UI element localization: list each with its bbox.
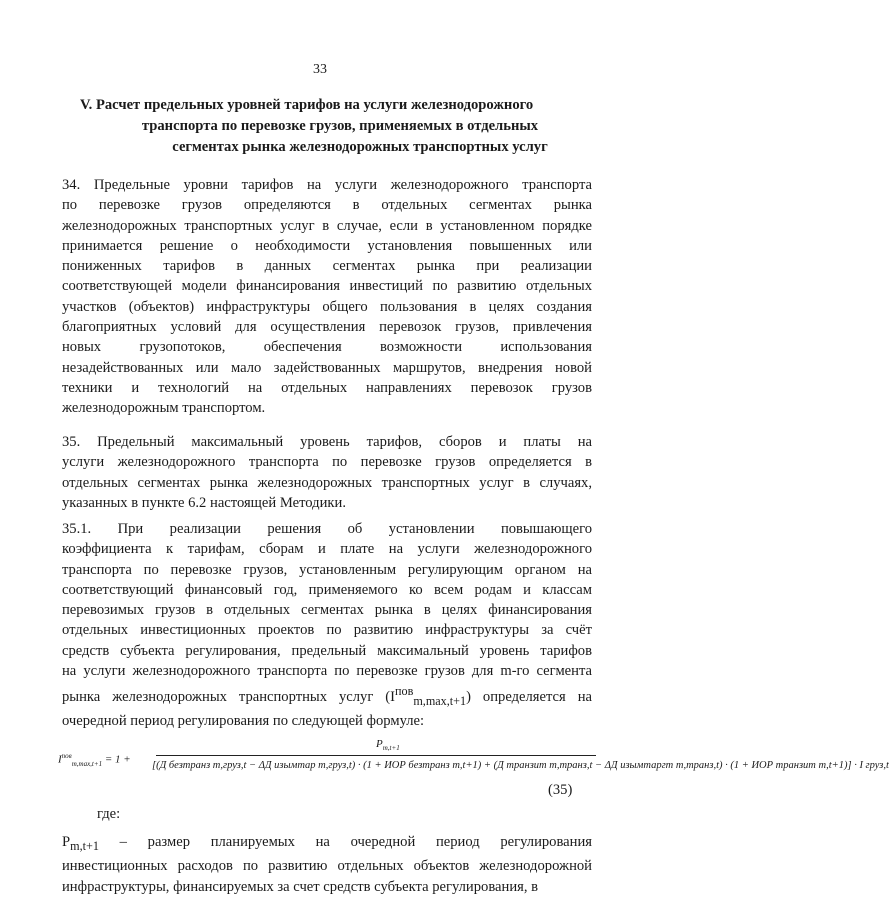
paragraph-35-1	[62, 519, 592, 732]
text-line: услуги железнодорожного транспорта по перевозке грузов определяется в	[62, 454, 592, 471]
text-line: соответствующей модели финансирования инвестиций по развитию отдельных	[62, 278, 592, 295]
text-line: железнодорожных транспортных услуг в случае, если в установленном порядке	[62, 217, 592, 234]
formula-numerator: $P_{m,t+1}$	[376, 738, 400, 753]
paragraph-34	[62, 175, 592, 419]
text-line: техники и технологий на отдельных направлениях перевозок грузов	[62, 379, 592, 396]
formula-lhs: $I^{пов}_{m,max,t+1} = 1$ +	[58, 752, 131, 768]
text-line: пониженных тарифов в данных сегментах рынка при реализации	[62, 258, 592, 275]
text-line: 35.1. При реализации решения об установлении повышающего	[62, 521, 592, 537]
text-line: инфраструктуры, финансируемых за счет средств субъекта регулирования, в	[62, 878, 539, 895]
text-line: рынка железнодорожных транспортных услуг $(I^{пов}_{m,max,t+1})$ определяется на	[62, 684, 592, 709]
formula-35	[58, 738, 889, 783]
section-title-line-2: транспорта по перевозке грузов, применяемых в отдельных	[141, 118, 539, 134]
text-line: указанных в пункте 6.2 настоящей Методики.	[62, 494, 346, 511]
formula-denominator: [(Д безтранз m,груз,t − ΔД изымтар m,груз,t) · (1 + ИОР безтранз m,t+1) + (Д транзит m,транз,t − ΔД изымтаргт m,транз,t) · (1 + ИОР транзит m,t+1)] · I груз,t	[152, 760, 889, 771]
text-line: новых грузопотоков, обеспечения возможности использования	[62, 339, 592, 356]
text-line: 35. Предельный максимальный уровень тарифов, сборов и платы на	[62, 434, 592, 450]
fraction-bar	[156, 755, 596, 756]
text-line: по перевозке грузов определяются в отдельных сегментах рынка	[62, 197, 592, 214]
text-line: средств субъекта регулирования, предельный максимальный уровень тарифов	[62, 642, 592, 659]
text-line: перевозимых грузов в отдельных сегментах рынка в целях финансирования	[62, 602, 592, 619]
text-line: благоприятных условий для осуществления перевозок грузов, привлечения	[62, 319, 592, 336]
text-line: железнодорожным транспортом.	[62, 400, 266, 417]
page-number: 33	[313, 62, 327, 77]
text-line: на услуги железнодорожного транспорта по перевозке грузов для m-го сегмента	[62, 663, 592, 680]
text-line: коэффициента к тарифам, сборам и плате на услуги железнодорожного	[62, 541, 592, 558]
text-line: $Р_{m,t+1}$ – размер планируемых на очередной период регулирования	[62, 834, 592, 853]
text-line: отдельных инвестиционных проектов по развитию инфраструктуры за счёт	[62, 622, 592, 639]
where-label: где:	[97, 806, 121, 822]
text-line: инвестиционных расходов по развитию отдельных объектов железнодорожной	[62, 858, 592, 875]
text-line: отдельных сегментах рынка железнодорожных транспортных услуг в случаях,	[62, 474, 592, 491]
paragraph-35	[62, 432, 592, 513]
text-line: принимается решение о необходимости установления повышенных или	[62, 237, 592, 254]
section-title-line-1: V. Расчет предельных уровней тарифов на услуги железнодорожного	[80, 97, 534, 113]
text-line: транспорта по перевозке грузов, установленным регулирующим органом на	[62, 561, 592, 578]
text-line: соответствующий финансовый год, применяемого ко всем родам и классам	[62, 581, 592, 598]
equation-number: (35)	[548, 782, 573, 798]
text-line: незадействованных или мало задействованных маршрутов, внедрения новой	[62, 359, 592, 376]
text-line: участков (объектов) инфраструктуры общего пользования в целях создания	[62, 298, 592, 315]
text-line: очередной период регулирования по следующей формуле:	[62, 713, 425, 730]
paragraph-p-definition	[62, 832, 592, 897]
section-title	[80, 95, 600, 158]
text-line: 34. Предельные уровни тарифов на услуги железнодорожного транспорта	[62, 177, 592, 193]
section-title-line-3: сегментах рынка железнодорожных транспортных услуг	[172, 139, 548, 155]
